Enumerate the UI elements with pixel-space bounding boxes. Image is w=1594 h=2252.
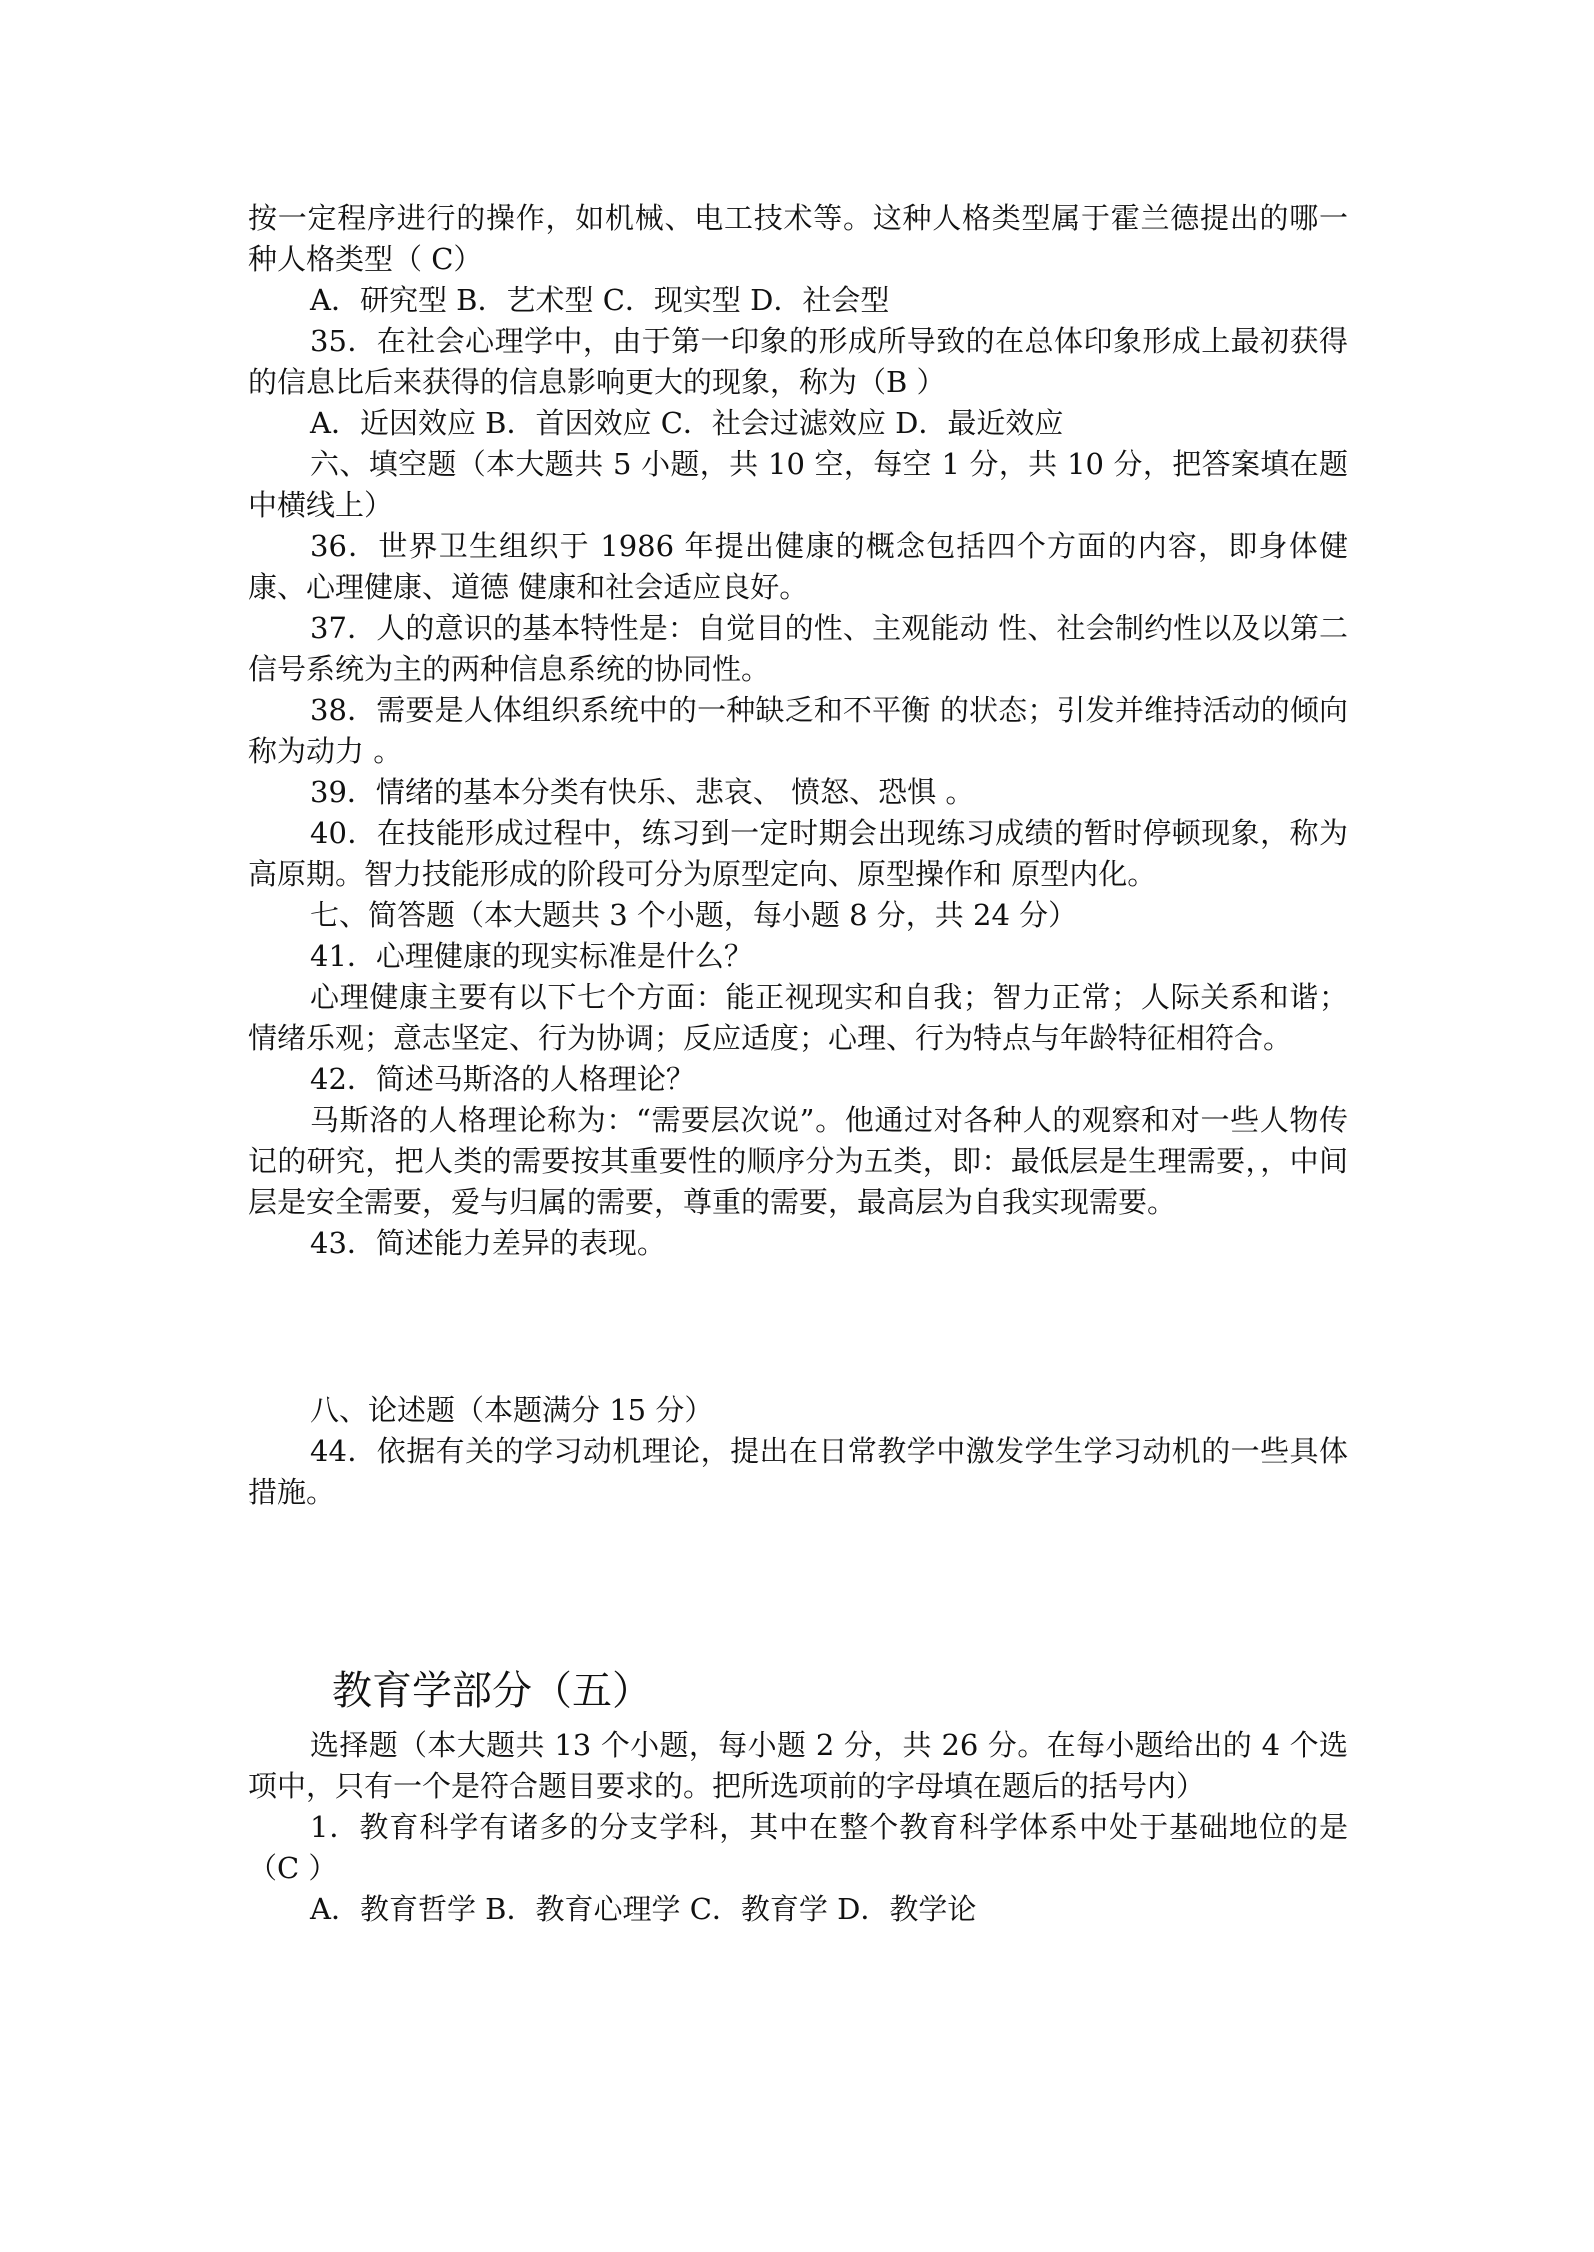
question-1-text: 1．教育科学有诸多的分支学科，其中在整个教育科学体系中处于基础地位的是（C ） [248,1810,1348,1885]
answer-42: 马斯洛的人格理论称为：“需要层次说”。他通过对各种人的观察和对一些人物传记的研究，把人类的需要按其重要性的顺序分为五类，即：最低层是生理需要，，中间层是安全需要，爱与归属的需要，尊重的需要，最高层为自我实现需要。 [248,1103,1348,1219]
section-heading: 教育学部分（五） [332,1668,652,1714]
blank-space [248,1264,1348,1390]
document-page [248,198,1348,1930]
section-8-title: 八、论述题（本题满分 15 分） [310,1393,714,1427]
section-7-title: 七、简答题（本大题共 3 个小题，每小题 8 分，共 24 分） [310,898,1078,932]
question-43: 43．简述能力差异的表现。 [310,1226,666,1260]
question-34-text: 按一定程序进行的操作，如机械、电工技术等。这种人格类型属于霍兰德提出的哪一种人格类型（ C） [248,201,1348,276]
question-35-text: 35．在社会心理学中，由于第一印象的形成所导致的在总体印象形成上最初获得的信息比后来获得的信息影响更大的现象，称为（B ） [248,324,1348,399]
question-34-options: A．研究型 B．艺术型 C．现实型 D．社会型 [310,283,890,317]
question-39: 39．情绪的基本分类有快乐、悲哀、 愤怒、恐惧 。 [310,775,975,809]
question-44: 44．依据有关的学习动机理论，提出在日常教学中激发学生学习动机的一些具体措施。 [248,1434,1348,1509]
question-42: 42．简述马斯洛的人格理论？ [310,1062,695,1096]
answer-41: 心理健康主要有以下七个方面：能正视现实和自我；智力正常；人际关系和谐；情绪乐观；意志坚定、行为协调；反应适度；心理、行为特点与年龄特征相符合。 [248,980,1348,1055]
question-38: 38．需要是人体组织系统中的一种缺乏和不平衡 的状态；引发并维持活动的倾向称为动力 。 [248,693,1348,768]
choice-section-intro: 选择题（本大题共 13 个小题，每小题 2 分，共 26 分。在每小题给出的 4 个选项中，只有一个是符合题目要求的。把所选项前的字母填在题后的括号内） [248,1728,1348,1803]
section-6-title: 六、填空题（本大题共 5 小题，共 10 空，每空 1 分，共 10 分，把答案填在题中横线上） [248,447,1348,522]
question-41: 41．心理健康的现实标准是什么？ [310,939,753,973]
question-36: 36．世界卫生组织于 1986 年提出健康的概念包括四个方面的内容，即身体健康、心理健康、道德 健康和社会适应良好。 [248,529,1348,604]
blank-space [248,1513,1348,1663]
question-35-options: A．近因效应 B．首因效应 C．社会过滤效应 D．最近效应 [310,406,1064,440]
question-37: 37．人的意识的基本特性是：自觉目的性、主观能动 性、社会制约性以及以第二信号系统为主的两种信息系统的协同性。 [248,611,1348,686]
question-1-options: A．教育哲学 B．教育心理学 C．教育学 D．教学论 [310,1892,977,1926]
question-40: 40．在技能形成过程中，练习到一定时期会出现练习成绩的暂时停顿现象，称为 高原期。智力技能形成的阶段可分为原型定向、原型操作和 原型内化。 [248,816,1348,891]
